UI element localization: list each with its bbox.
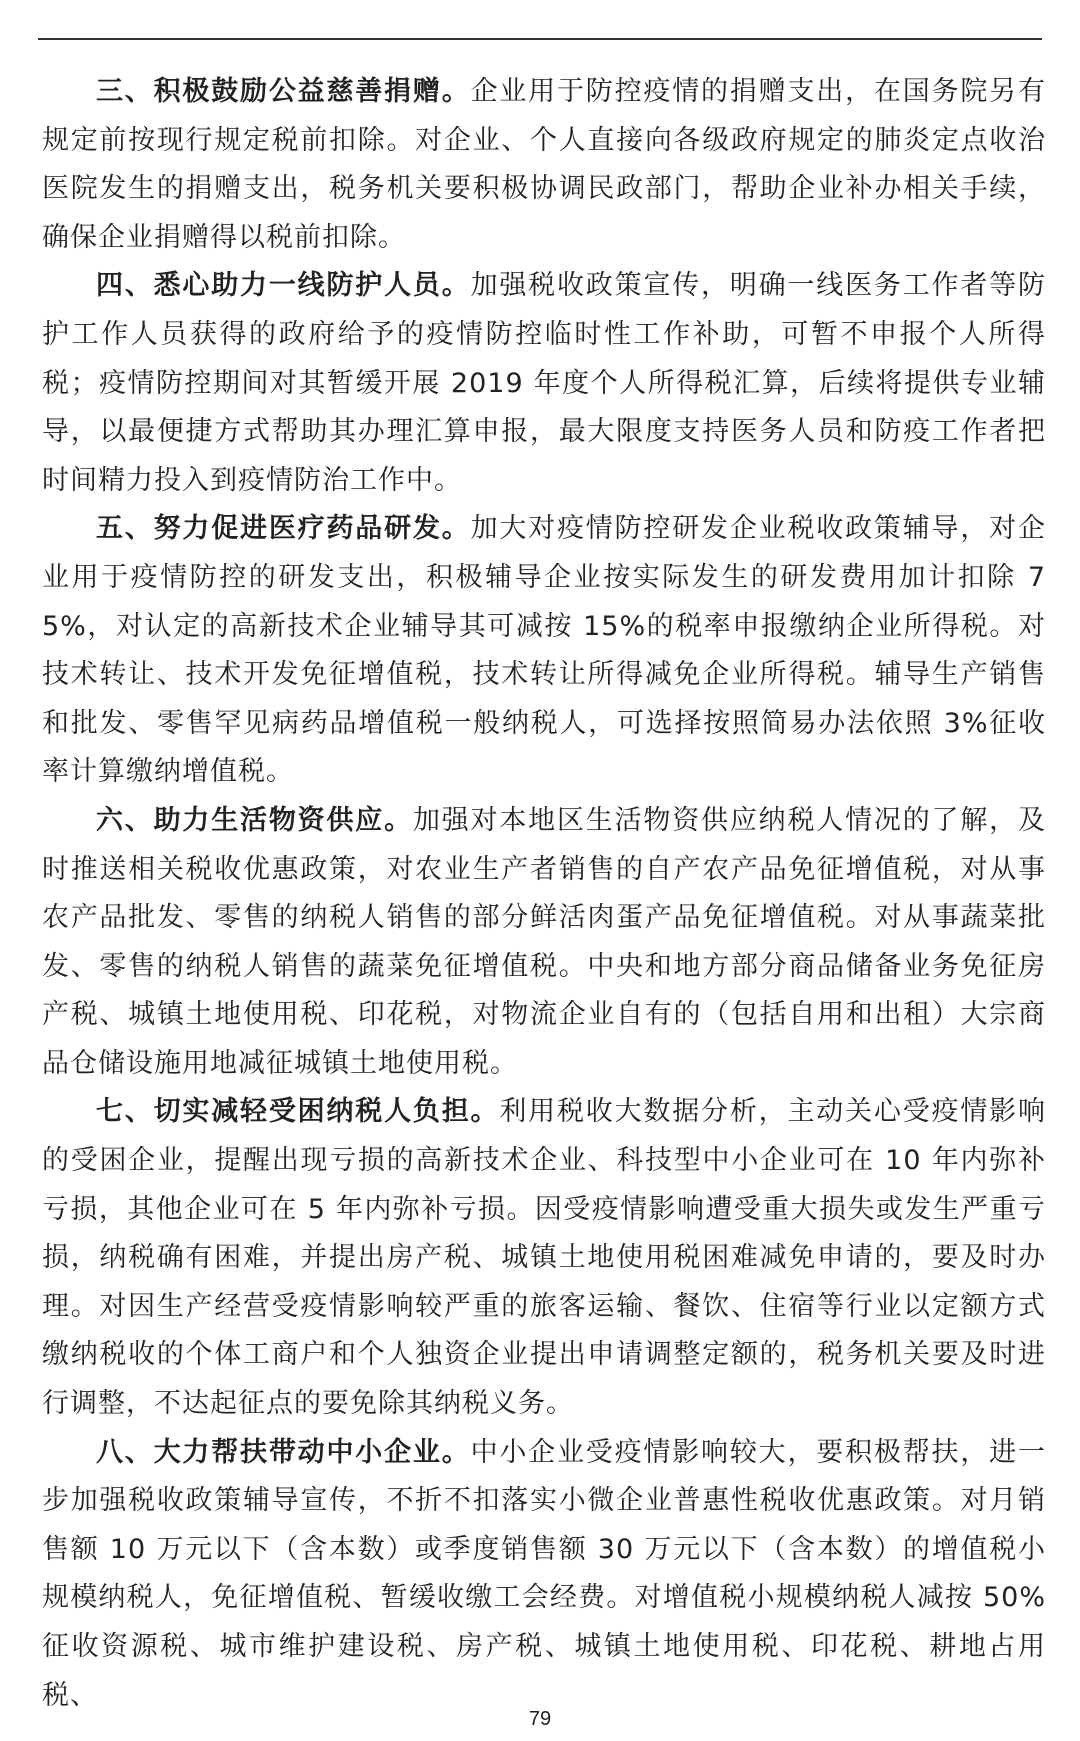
section-7-text: 利用税收大数据分析，主动关心受疫情影响的受困企业，提醒出现亏损的高新技术企业、科技型中小企业可在 10 年内弥补亏损，其他企业可在 5 年内弥补亏损。因受疫情影响遭受重大损失或发生严重亏损，纳税确有困难，并提出房产税、城镇土地使用税困难减免申请的，要及时办理。对因生产经营受疫情影响较严重的旅客运输、餐饮、住宿等行业以定额方式缴纳税收的个体工商户和个人独资企业提出申请调整定额的，税务机关要及时进行调整，不达起征点的要免除其纳税义务。 (42, 1096, 1046, 1420)
section-7-heading: 七、切实减轻受困纳税人负担。 (96, 1096, 500, 1128)
section-4-heading: 四、悉心助力一线防护人员。 (96, 270, 471, 302)
section-3-text: 企业用于防控疫情的捐赠支出，在国务院另有规定前按现行规定税前扣除。对企业、个人直接向各级政府规定的肺炎定点收治医院发生的捐赠支出，税务机关要积极协调民政部门，帮助企业补办相关手续，确保企业捐赠得以税前扣除。 (42, 76, 1046, 253)
document-body (42, 68, 1046, 1720)
section-8-heading: 八、大力帮扶带动中小企业。 (96, 1436, 471, 1468)
section-6-heading: 六、助力生活物资供应。 (96, 804, 413, 836)
section-4-paragraph (42, 262, 1046, 505)
top-rule (38, 38, 1042, 40)
section-5-paragraph (42, 505, 1046, 797)
section-5-text: 加大对疫情防控研发企业税收政策辅导，对企业用于疫情防控的研发支出，积极辅导企业按实际发生的研发费用加计扣除 75%，对认定的高新技术企业辅导其可减按 15%的税率申报缴纳企业所得税。对技术转让、技术开发免征增值税，技术转让所得减免企业所得税。辅导生产销售和批发、零售罕见病药品增值税一般纳税人，可选择按照简易办法依照 3%征收率计算缴纳增值税。 (42, 513, 1046, 788)
section-6-text: 加强对本地区生活物资供应纳税人情况的了解，及时推送相关税收优惠政策，对农业生产者销售的自产农产品免征增值税，对从事农产品批发、零售的纳税人销售的部分鲜活肉蛋产品免征增值税。对从事蔬菜批发、零售的纳税人销售的蔬菜免征增值税。中央和地方部分商品储备业务免征房产税、城镇土地使用税、印花税，对物流企业自有的（包括自用和出租）大宗商品仓储设施用地减征城镇土地使用税。 (42, 804, 1046, 1079)
page-number: 79 (528, 1708, 552, 1730)
section-3-heading: 三、积极鼓励公益慈善捐赠。 (96, 76, 471, 107)
section-4-text: 加强税收政策宣传，明确一线医务工作者等防护工作人员获得的政府给予的疫情防控临时性工作补助，可暂不申报个人所得税；疫情防控期间对其暂缓开展 2019 年度个人所得税汇算，后续将提供专业辅导，以最便捷方式帮助其办理汇算申报，最大限度支持医务人员和防疫工作者把时间精力投入到疫情防治工作中。 (42, 270, 1046, 496)
section-5-heading: 五、努力促进医疗药品研发。 (96, 513, 471, 545)
section-7-paragraph (42, 1088, 1046, 1428)
section-6-paragraph (42, 797, 1046, 1089)
section-3-paragraph (42, 68, 1046, 262)
section-8-text: 中小企业受疫情影响较大，要积极帮扶，进一步加强税收政策辅导宣传，不折不扣落实小微企业普惠性税收优惠政策。对月销售额 10 万元以下（含本数）或季度销售额 30 万元以下（含本数）的增值税小规模纳税人，免征增值税、暂缓收缴工会经费。对增值税小规模纳税人减按 50%征收资源税、城市维护建设税、房产税、城镇土地使用税、印花税、耕地占用税、 (42, 1436, 1046, 1711)
section-8-paragraph (42, 1429, 1046, 1721)
